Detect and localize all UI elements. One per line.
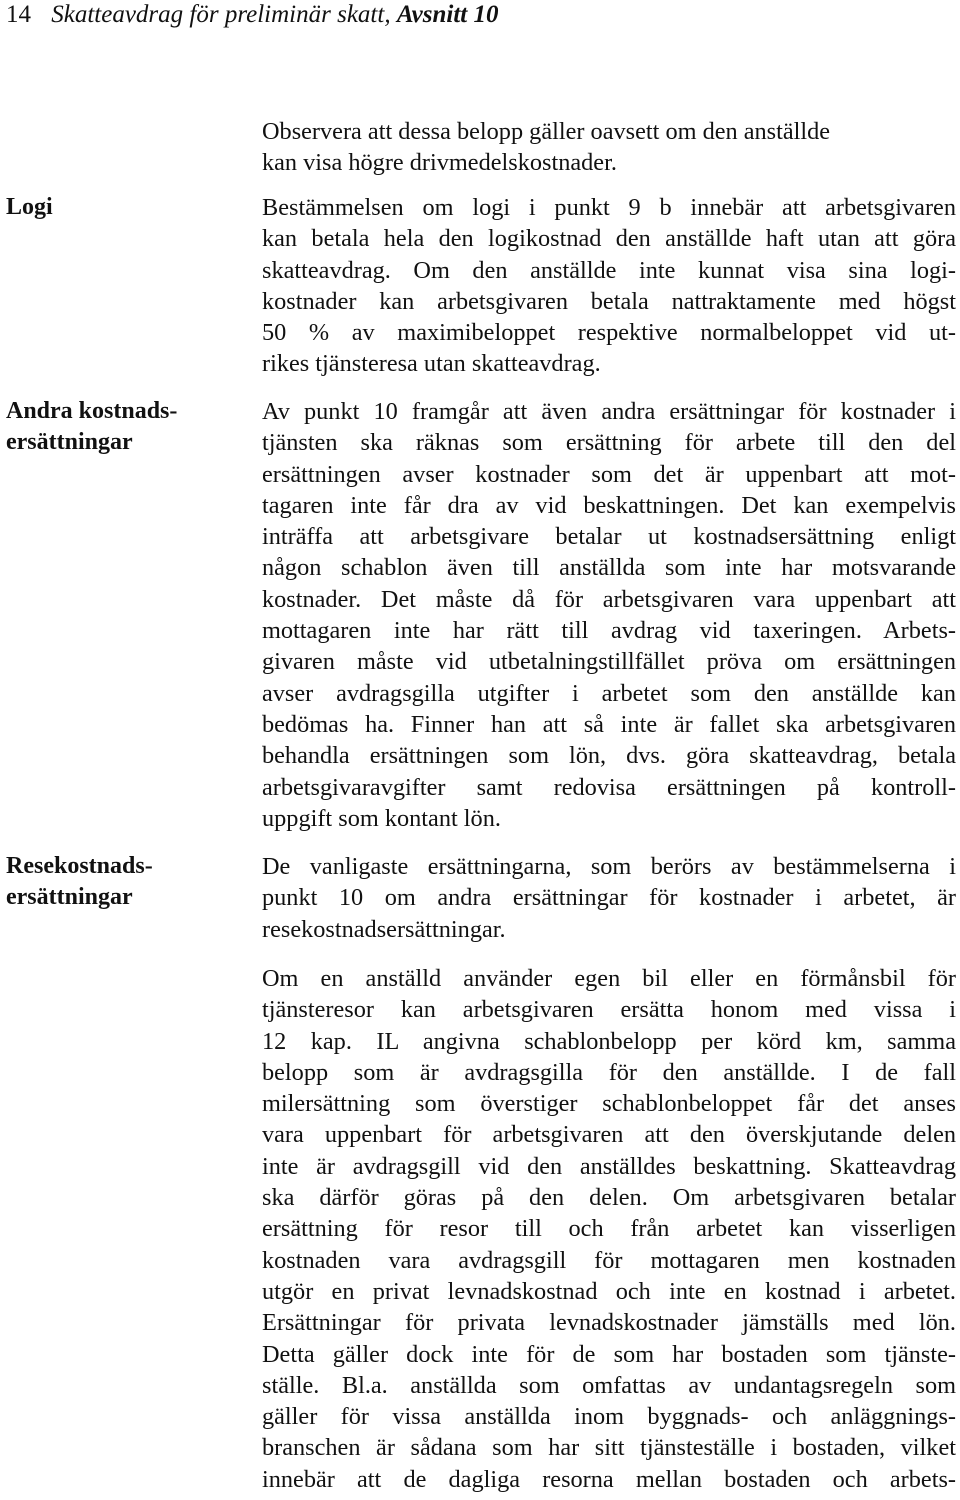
margin-heading-line: ersättningar — [6, 884, 133, 910]
text-line: gäller för vissa anställda inom byggnads- och anläggnings- — [262, 1403, 956, 1431]
paragraph-egen-bil — [262, 963, 956, 1495]
text-line: vara uppenbart för arbetsgivaren att den överskjutande delen — [262, 1121, 956, 1149]
text-line: 50 % av maximibeloppet respektive normalbeloppet vid ut- — [262, 319, 956, 347]
text-line: Om en anställd använder egen bil eller en förmånsbil för — [262, 965, 956, 992]
text-line: kostnader kan arbetsgivaren betala nattraktamente med högst — [262, 287, 956, 315]
text-line: Detta gäller dock inte för de som har bostaden som tjänste- — [262, 1340, 956, 1368]
text-line: milersättning som överstiger schablonbeloppet får det anses — [262, 1090, 956, 1118]
text-line: tagaren inte får dra av vid beskattningen. Det kan exempelvis — [262, 491, 956, 519]
text-line: ersättning för resor till och från arbetet kan visserligen — [262, 1215, 956, 1243]
text-line: kostnaden vara avdragsgill för mottagaren men kostnaden — [262, 1246, 956, 1274]
running-title — [51, 1, 498, 28]
text-line: tjänsten ska räknas som ersättning för arbete till den del — [262, 429, 956, 457]
margin-heading-logi — [6, 192, 236, 223]
text-line: arbetsgivaravgifter samt redovisa ersättningen på kontroll- — [262, 773, 956, 801]
text-line: behandla ersättningen som lön, dvs. göra skatteavdrag, betala — [262, 742, 956, 770]
text-line: skatteavdrag. Om den anställde inte kunnat visa sina logi- — [262, 256, 956, 284]
text-line: ställe. Bl.a. anställda som omfattas av undantagsregeln som — [262, 1371, 956, 1399]
text-line: Ersättningar för privata levnadskostnader jämställs med lön. — [262, 1309, 956, 1337]
text-line: belopp som är avdragsgilla för den anställde. I de fall — [262, 1058, 956, 1086]
text-line: någon schablon även till anställda som inte har motsvarande — [262, 554, 956, 582]
text-line: kan visa högre drivmedelskostnader. — [262, 149, 617, 177]
text-line: 12 kap. IL angivna schablonbelopp per körd km, samma — [262, 1027, 956, 1055]
text-line: punkt 10 om andra ersättningar för kostnader i arbetet, är — [262, 884, 956, 912]
paragraph-andra-kostnadsersattningar — [262, 396, 956, 834]
margin-heading-line: Andra kostnads- — [6, 398, 178, 424]
page-number: 14 — [6, 1, 31, 28]
text-line: resekostnadsersättningar. — [262, 915, 506, 943]
text-line: rikes tjänsteresa utan skatteavdrag. — [262, 350, 601, 378]
text-line: Observera att dessa belopp gäller oavsett om den anställde — [262, 118, 831, 145]
text-line: ersättningen avser kostnader som det är uppenbart att mot- — [262, 460, 956, 488]
text-line: kostnader. Det måste då för arbetsgivaren vara uppenbart att — [262, 585, 956, 613]
page-header — [6, 0, 498, 30]
text-line: Bestämmelsen om logi i punkt 9 b innebär att arbetsgivaren — [262, 194, 956, 221]
text-line: ska därför göras på den delen. Om arbetsgivaren betalar — [262, 1184, 956, 1212]
margin-heading-line: ersättningar — [6, 429, 133, 455]
margin-heading-andra-kostnadsersattningar — [6, 396, 236, 458]
margin-heading-resekostnadsersattningar — [6, 851, 236, 913]
text-line: inträffa att arbetsgivare betalar ut kostnadsersättning enligt — [262, 523, 956, 551]
text-line: inte är avdragsgill vid den anställdes beskattning. Skatteavdrag — [262, 1152, 956, 1180]
margin-heading-line: Logi — [6, 194, 53, 220]
text-line: De vanligaste ersättningarna, som berörs av bestämmelserna i — [262, 853, 956, 880]
paragraph-vanligaste-ersattningar — [262, 851, 956, 945]
text-line: innebär att de dagliga resorna mellan bostaden och arbets- — [262, 1465, 956, 1493]
running-title-section: Avsnitt 10 — [396, 1, 499, 28]
text-line: kan betala hela den logikostnad den anställde haft utan att göra — [262, 225, 956, 253]
text-line: utgör en privat levnadskostnad och inte en kostnad i arbetet. — [262, 1277, 956, 1305]
text-line: uppgift som kontant lön. — [262, 804, 501, 832]
text-line: tjänsteresor kan arbetsgivaren ersätta honom med vissa i — [262, 996, 956, 1024]
paragraph-drivmedel — [262, 116, 956, 179]
text-line: avser avdragsgilla utgifter i arbetet som den anställde kan — [262, 679, 956, 707]
text-line: Av punkt 10 framgår att även andra ersättningar för kostnader i — [262, 398, 956, 425]
text-line: bedömas ha. Finner han att så inte är fallet ska arbetsgivaren — [262, 710, 956, 738]
running-title-text: Skatteavdrag för preliminär skatt, — [51, 1, 397, 28]
text-line: mottagaren inte har rätt till avdrag vid taxeringen. Arbets- — [262, 617, 956, 645]
text-line: branschen är sådana som har sitt tjänsteställe i bostaden, vilket — [262, 1434, 956, 1462]
paragraph-logi — [262, 192, 956, 380]
margin-heading-line: Resekostnads- — [6, 853, 153, 879]
text-line: givaren måste vid utbetalningstillfället pröva om ersättningen — [262, 648, 956, 676]
